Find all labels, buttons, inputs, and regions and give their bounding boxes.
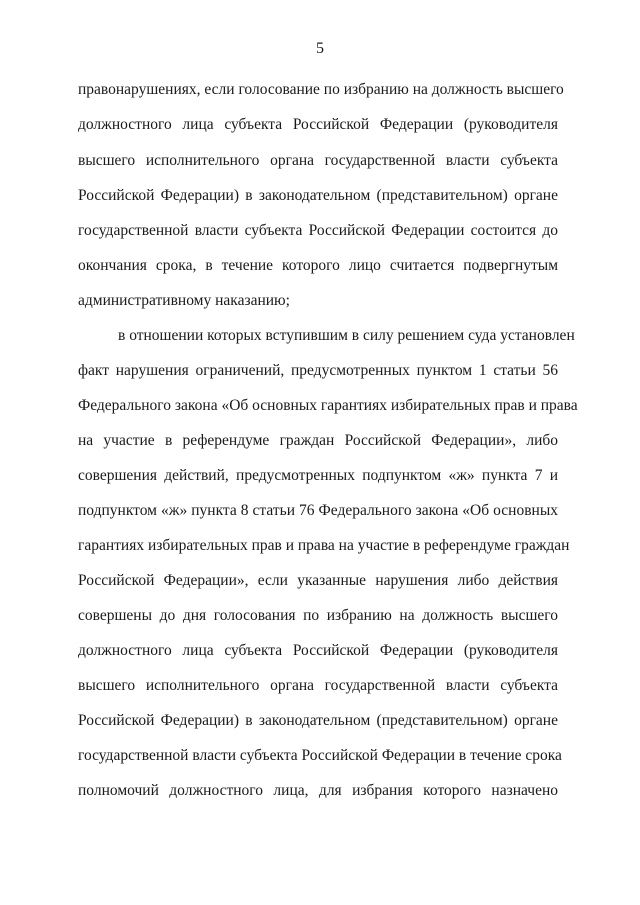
- text-line: в отношении которых вступившим в силу решением суда установлен: [118, 327, 575, 344]
- text-line: совершены до дня голосования по избранию на должность высшего: [78, 607, 558, 624]
- text-line: должностного лица субъекта Российской Федерации (руководителя: [78, 116, 558, 133]
- text-line: административному наказанию;: [78, 292, 290, 309]
- page-number: 5: [316, 40, 324, 57]
- text-line: высшего исполнительного органа государственной власти субъекта: [78, 152, 558, 169]
- text-line: Российской Федерации) в законодательном (представительном) органе: [78, 187, 558, 204]
- text-line: Российской Федерации) в законодательном (представительном) органе: [78, 712, 558, 729]
- text-line: на участие в референдуме граждан Российской Федерации», либо: [78, 432, 558, 449]
- text-line: Федерального закона «Об основных гарантиях избирательных прав и права: [78, 397, 578, 414]
- text-line: государственной власти субъекта Российской Федерации в течение срока: [78, 747, 562, 764]
- text-line: должностного лица субъекта Российской Федерации (руководителя: [78, 642, 558, 659]
- text-line: окончания срока, в течение которого лицо считается подвергнутым: [78, 257, 558, 274]
- text-line: полномочий должностного лица, для избрания которого назначено: [78, 782, 558, 799]
- text-line: Российской Федерации», если указанные нарушения либо действия: [78, 572, 558, 589]
- text-line: подпунктом «ж» пункта 8 статьи 76 Федерального закона «Об основных: [78, 502, 558, 519]
- text-line: высшего исполнительного органа государственной власти субъекта: [78, 677, 558, 694]
- text-line: гарантиях избирательных прав и права на участие в референдуме граждан: [78, 537, 570, 554]
- text-line: факт нарушения ограничений, предусмотренных пунктом 1 статьи 56: [78, 362, 558, 379]
- text-line: государственной власти субъекта Российской Федерации состоится до: [78, 222, 558, 239]
- text-line: совершения действий, предусмотренных подпунктом «ж» пункта 7 и: [78, 467, 558, 484]
- text-line: правонарушениях, если голосование по избранию на должность высшего: [78, 81, 564, 98]
